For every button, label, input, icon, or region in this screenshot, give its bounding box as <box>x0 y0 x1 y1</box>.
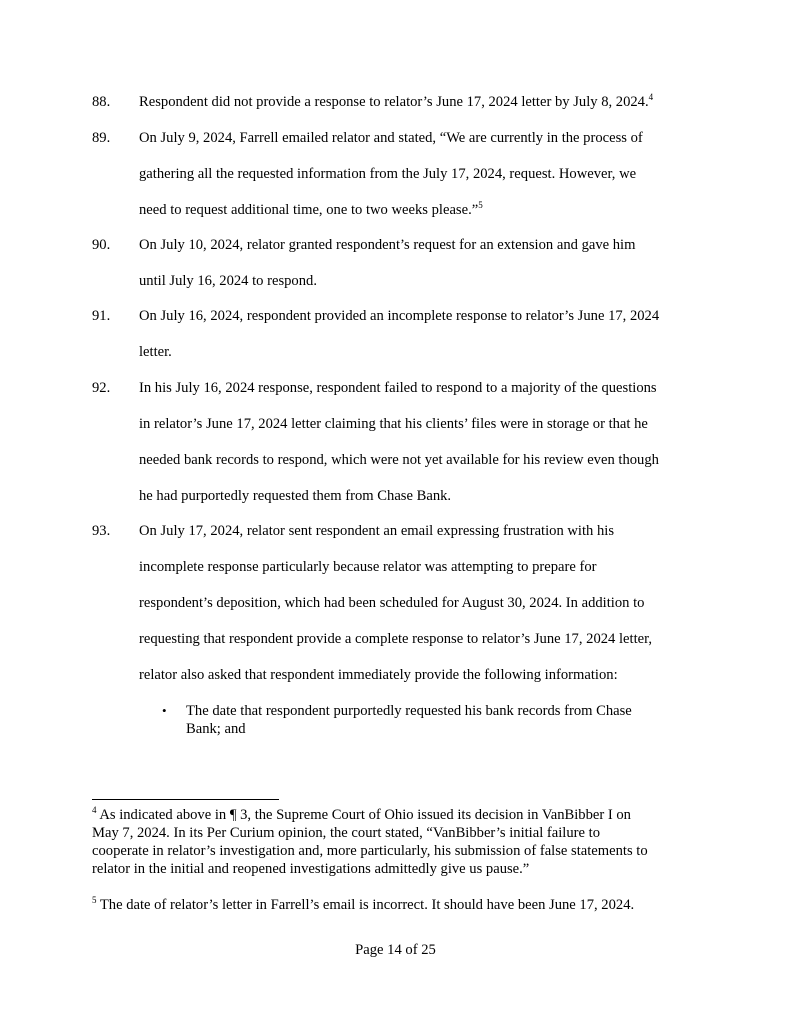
footnote-line <box>92 806 712 824</box>
footnote-mark: 5 <box>92 895 97 906</box>
paragraph-line: respondent’s deposition, which had been scheduled for August 30, 2024. In addition to <box>139 595 645 611</box>
page-number: Page 14 of 25 <box>355 942 436 958</box>
footnote-ref: 5 <box>478 200 483 211</box>
paragraph-text: need to request additional time, one to two weeks please.” <box>139 202 479 218</box>
bullet-icon: • <box>162 703 167 718</box>
paragraph-line: until July 16, 2024 to respond. <box>139 273 317 289</box>
footnote-line: relator in the initial and reopened investigations admittedly give us pause.” <box>92 861 530 877</box>
bullet-line: The date that respondent purportedly requested his bank records from Chase <box>186 703 632 719</box>
paragraph-number: 88. <box>92 94 111 110</box>
footnote-text: As indicated above in ¶ 3, the Supreme Court of Ohio issued its decision in VanBibber I on <box>96 807 631 823</box>
paragraph-line: letter. <box>139 344 172 360</box>
paragraph-line <box>139 94 653 111</box>
paragraph-line: On July 9, 2024, Farrell emailed relator and stated, “We are currently in the process of <box>139 130 643 146</box>
paragraph-number: 92. <box>92 380 111 396</box>
footnote-separator <box>92 799 279 800</box>
paragraph-line: On July 17, 2024, relator sent respondent an email expressing frustration with his <box>139 523 615 539</box>
paragraph-line: In his July 16, 2024 response, respondent failed to respond to a majority of the questions <box>139 380 657 396</box>
footnote-line: cooperate in relator’s investigation and, more particularly, his submission of false statements to <box>92 843 648 859</box>
paragraph-line: On July 16, 2024, respondent provided an incomplete response to relator’s June 17, 2024 <box>139 308 660 324</box>
paragraph-line: On July 10, 2024, relator granted respondent’s request for an extension and gave him <box>139 237 636 253</box>
footnote-mark: 4 <box>92 805 97 816</box>
paragraph-line: requesting that respondent provide a complete response to relator’s June 17, 2024 letter, <box>139 631 653 647</box>
paragraph-line: incomplete response particularly because relator was attempting to prepare for <box>139 559 597 575</box>
bullet-line: Bank; and <box>186 721 246 737</box>
footnote-ref: 4 <box>648 92 654 103</box>
paragraph-line: he had purportedly requested them from Chase Bank. <box>139 488 452 504</box>
paragraph-text: Respondent did not provide a response to relator’s June 17, 2024 letter by July 8, 2024. <box>139 94 649 110</box>
bullet-text <box>186 702 676 738</box>
footnote-text: The date of relator’s letter in Farrell’s email is incorrect. It should have been June 17, 2024. <box>96 897 635 913</box>
footnote-5 <box>92 896 712 914</box>
paragraph-number: 93. <box>92 523 111 539</box>
paragraph-line: in relator’s June 17, 2024 letter claiming that his clients’ files were in storage or that he <box>139 416 648 432</box>
paragraph-number: 90. <box>92 237 111 253</box>
footnote-4 <box>92 806 712 878</box>
paragraph-number: 89. <box>92 130 111 146</box>
paragraph-line: needed bank records to respond, which were not yet available for his review even though <box>139 452 659 468</box>
paragraph-line <box>139 202 483 219</box>
footnote-line <box>92 896 712 914</box>
paragraph-number: 91. <box>92 308 111 324</box>
footnote-line: May 7, 2024. In its Per Curium opinion, the court stated, “VanBibber’s initial failure to <box>92 825 600 841</box>
paragraph-line: relator also asked that respondent immediately provide the following information: <box>139 667 618 683</box>
paragraph-line: gathering all the requested information from the July 17, 2024, request. However, we <box>139 166 637 182</box>
